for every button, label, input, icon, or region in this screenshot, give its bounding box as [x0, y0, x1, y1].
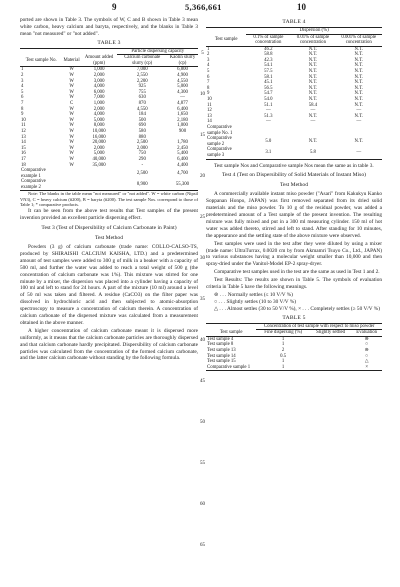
table3-cell: 18 [21, 162, 26, 168]
table3-cell: 2,550 [136, 73, 148, 78]
table4-comparative-cell [246, 125, 290, 136]
table4-header: 0.01% of sample concentration [296, 34, 330, 46]
table4-cell: N.T. [308, 91, 318, 97]
table4-comparative-cell: N.T. [308, 138, 318, 144]
table4-cell: 58.4 [308, 102, 318, 108]
test4-samples-paragraph: Test samples were used in the test after they were diluted by using a mixer (trade name: UltraTurrax, 0.0020 cm by from Akmamri Tsuyo Co., Ltd., JAPAN) to various substances having a molecular weight smaller than 10,000 and then spray-dried under the Vanitol-Model EP-2 spray-dryer. [206, 240, 382, 268]
table3-cell: W [69, 89, 74, 95]
line-number: 10 [200, 92, 205, 97]
line-number: 20 [200, 174, 205, 179]
table3-cell: 500 [138, 117, 146, 123]
table5-cell: Test sample 15 [207, 359, 236, 365]
results-paragraph: It can be seen from the above test results that Test samples of the present invention provided an excellent particle dispersing effect. [20, 208, 198, 222]
table3-cell: 7 [21, 100, 24, 106]
table3-cell: 900 [178, 128, 187, 134]
table4-header: 0.001% of sample concentration [341, 34, 377, 46]
table3-cell: 6,400 [177, 156, 188, 162]
table4-cell: — [265, 119, 271, 125]
table3-comparative-cell: 2,500 [136, 170, 148, 176]
patent-number: 5,366,661 [185, 2, 222, 12]
table3-cell: 4,550 [136, 106, 148, 112]
table5-cell: 0.5 [280, 353, 287, 359]
test4-method-paragraph: A commercially available instant miso powder ("Asari" from Kakukyu Kanko Soppanan Honpo, JAPAN) was first removed separated from its dried solid materials and the miso powder. To 10 g of the residual powder, was added a predetermined amount of a Test sample of the present invention. The resulting mixture was fully mixed and put in a 300 ml measuring cylinder. 150 ml of hot water was added thereto, stirred and left to stand. After standing for 10 minutes, the appearance and the settling state of the above mixture were observed. [206, 191, 382, 239]
table4-cell: N.T. [354, 63, 363, 69]
table4-comparative-cell: Comparative sample No. 1 [207, 125, 233, 136]
table3-cell: W [69, 112, 74, 118]
table3-cell: 11 [21, 123, 26, 129]
table4-cell: N.T. [354, 46, 363, 52]
table4-cell: N.T. [308, 52, 318, 58]
table3-cell: 4 [21, 84, 24, 90]
table3-comparative-cell: 4,700 [177, 170, 188, 176]
table3-comparative-cell: Comparative example 2 [21, 179, 46, 190]
legend-item: ⊚ . . . Normally settles (≤ 10 V/V %) [214, 291, 293, 298]
table5-header: Slightly settled [316, 330, 346, 336]
table4-cell: 1 [207, 46, 210, 52]
table4-group-header: Dispersion (%) [246, 27, 382, 34]
table3-cell: 5,000 [93, 117, 105, 123]
table3-header: Calcium carbonate slurry (cp) [124, 55, 161, 66]
table3-cell: 4,400 [177, 162, 188, 168]
table4-cell: N.T. [354, 57, 363, 63]
legend-item: ○ . . . Slightly settles (10 to 30 V/V %) [214, 298, 297, 305]
test4-results-paragraph: Test Results: The results are shown in Table 5. The symbols of evaluation criteria in Table 5 have the following meanings. [206, 277, 382, 291]
table4-cell: N.T. [308, 113, 318, 119]
table5-cell [310, 365, 352, 371]
table3-cell: 7,000 [136, 67, 148, 73]
table5 [206, 323, 382, 372]
line-number: 45 [200, 379, 205, 384]
page-header [0, 2, 400, 18]
table5-cell: Test sample 13 [207, 347, 236, 353]
table3-cell: W [69, 106, 74, 112]
line-number: 40 [200, 338, 205, 343]
table5-cell: Comparative sample 1 [207, 364, 251, 370]
table3-cell: 2,180 [177, 117, 188, 123]
table3-cell: 15 [21, 145, 26, 151]
table3-comparative-cell [81, 168, 118, 179]
table4-cell: N.T. [308, 80, 318, 86]
table3-cell: 870 [138, 100, 146, 106]
table5-cell: ⊚ [364, 347, 369, 353]
table4-cell: — [310, 108, 316, 114]
table3-cell: 925 [138, 84, 146, 90]
table4-cell: — [310, 119, 316, 125]
table4-cell: 13 [207, 113, 212, 119]
table3-cell: 690 [138, 123, 146, 129]
table3-cell: 2,000 [93, 145, 105, 151]
table4-cell: — [356, 119, 362, 125]
table4-cell: N.T. [354, 102, 363, 108]
table3-cell: 16,000 [92, 134, 106, 140]
table3-cell: 9 [21, 112, 24, 118]
table3-comparative-cell [62, 179, 80, 191]
table3-cell: 10,000 [92, 128, 106, 134]
table3-cell: — [180, 95, 185, 101]
table3-group-header: Particle dispersing capacity [117, 48, 198, 55]
table4-cell: N.T. [308, 69, 318, 75]
table3-cell: W [69, 95, 74, 101]
table3-cell: W [69, 67, 74, 73]
table4-comparative-cell: 3.1 [265, 150, 272, 156]
table3-cell: 4,000 [93, 112, 105, 118]
table4-cell: 2 [207, 52, 210, 58]
line-number: 15 [200, 133, 205, 138]
table4-cell: 11 [207, 102, 212, 108]
table4-cell: 51.1 [264, 102, 273, 108]
test3-formula-paragraph: A higher concentration of calcium carbonate meant it is dispersed more uniformly, as it means that the calcium carbonate particles are thoroughly dispersed and that calcium carbonate hardly precipitated. Dispersibility of calcium carbonate particles was calculated from the concentration of the formed calcium carbonate, and the latter calcium carbonate without standing by the following formula. [20, 327, 198, 362]
table4-body [206, 46, 382, 159]
table5-cell: ⊚ [364, 336, 369, 342]
table3-cell: 6,000 [93, 89, 105, 95]
table3-cell: W [69, 128, 74, 134]
table4-comparative-cell: N.T. [354, 138, 363, 144]
table4-cell: 4 [207, 63, 210, 69]
table3-cell: 10 [21, 117, 26, 123]
table4-cell: 56.5 [264, 85, 273, 91]
table3-comparative-cell: 55,300 [175, 182, 190, 188]
table3-cell: 6 [21, 95, 24, 101]
table5-row [206, 365, 382, 371]
table3-comparative-row [20, 168, 198, 179]
table4-comparative-cell: — [356, 150, 362, 156]
table5-cell: 1 [281, 364, 285, 370]
table4-header: Test sample [214, 37, 238, 43]
table4-cell: 54.7 [264, 91, 273, 97]
line-number: 35 [200, 297, 205, 302]
table4-comparative-row [206, 125, 382, 136]
table4-cell: 8 [207, 85, 210, 91]
line-number: 60 [200, 502, 205, 507]
test4-title: Test 4 (Test on Dispersibility of Solid Materials of Instant Miso) [221, 172, 367, 179]
table4-cell: — [265, 108, 271, 114]
table4-cell: N.T. [354, 80, 363, 86]
table3-comparative-cell: Comparative example 1 [21, 168, 46, 179]
table3-cell: 4,877 [177, 100, 188, 106]
table4-cell: N.T. [354, 52, 363, 58]
table3-cell: W [69, 117, 74, 123]
table3-cell: 1,650 [177, 112, 188, 118]
table4-cell: N.T. [308, 63, 318, 69]
table4-cell: 7 [207, 80, 210, 86]
table3-cell: 290 [138, 156, 146, 162]
table4-cell: N.T. [308, 57, 318, 63]
table3-cell: W [69, 162, 74, 168]
table4-cell: N.T. [354, 97, 363, 103]
table5-header: Evaluation [356, 330, 378, 336]
table3-cell: W [69, 78, 74, 84]
table5-title: TABLE 5 [282, 314, 306, 321]
right-column [206, 17, 382, 371]
table4-cell: N.T. [308, 85, 318, 91]
table4-cell: N.T. [354, 74, 363, 80]
table4-cell: 10 [207, 97, 212, 103]
table4-cell: 3 [207, 57, 210, 63]
table3-header: Test sample No. [25, 57, 57, 63]
table4-cell: N.T. [354, 91, 363, 97]
table3-cell: 755 [138, 89, 146, 95]
table4-note: Test sample Nos and Comparative sample Nos mean the same as in table 3. [214, 162, 374, 169]
table4-cell: 12 [207, 108, 212, 114]
table4-cell: N.T. [354, 85, 363, 91]
table3-header: Amount added (ppm) [84, 54, 114, 66]
test3-method-paragraph: Powders (3 g) of calcium carbonate (trade name: COLLO-CALSO-TS, produced by SHIRAISHI CALCIUM KAISHA, LTD.) and a predetermined amount of test samples were added to 300 g of milk in a beaker with a capacity of 500 ml, and further the water was added to reach a total weight of 500 g (the concentration of calcium carbonate was 1%). This mixture was stirred for one minute by a mixer, the dispersion was placed into a cylinder having a capacity of 100 ml and left to stand for 24 hours. A part of the mixture (10 ml) around a level of 50 ml was taken and filtered. A residue (CaCO3) on the filter paper was dissolved in hydrochloric acid and then subjected to atomic-absorption spectroscopy to measure a concentration of calcium therein. A concentration of calcium carbonate of the dispersed mixture was calculated from a measurement obtained in the above manner. [20, 243, 198, 326]
table4-title: TABLE 4 [282, 19, 306, 25]
line-number: 5 [201, 51, 204, 56]
table5-cell: 2 [281, 347, 285, 353]
table3-cell: 2,000 [93, 73, 105, 78]
table4-cell: N.T. [308, 97, 318, 103]
table4-cell: N.T. [354, 113, 363, 119]
table4-cell: 42.3 [264, 57, 273, 63]
table4-cell: 46.2 [264, 46, 273, 52]
test3-title: Test 3 (Test of Dispersibility of Calcium Carbonate in Paint) [41, 225, 177, 232]
table3-cell: 2,500 [136, 140, 148, 146]
table5-header: Test sample [219, 329, 243, 335]
table3-cell: 1,000 [93, 100, 105, 106]
table3-comparative-cell [62, 168, 80, 179]
table3-comparative-cell: 8,900 [136, 182, 148, 188]
table3-cell: 16 [21, 151, 26, 157]
legend-item: △ . . . Almost settles (30 to 50 V/V %), × . . . Completely settles (≥ 50 V/V %) [214, 305, 380, 312]
table3-cell: 630 [138, 95, 146, 101]
table3-cell: 35,000 [92, 162, 106, 168]
table5-cell: 1 [281, 336, 285, 342]
left-page-number: 9 [112, 2, 117, 12]
table4-cell: 58.8 [264, 52, 273, 58]
table4 [206, 27, 382, 160]
line-number: 65 [200, 543, 205, 548]
table3-cell: 880 [138, 134, 146, 140]
table4-comparative-cell: Comparative sample 3 [207, 147, 232, 158]
table5-cell: 1 [281, 359, 285, 365]
line-number: 55 [200, 461, 205, 466]
table4-cell: N.T. [308, 46, 318, 52]
table4-header: 0.1% of sample concentration [253, 34, 284, 46]
table3-cell: 12 [21, 128, 26, 134]
table5-cell: 1 [281, 342, 285, 348]
table4-comparative-cell: 5.8 [309, 150, 316, 156]
table3-cell: 3 [21, 78, 24, 84]
table3-cell: 184 [138, 112, 146, 118]
table3-cell: 14 [21, 140, 26, 146]
table4-comparative-cell: 5.0 [265, 138, 272, 144]
table3-cell: 1,000 [93, 67, 105, 73]
table3-cell: 2,000 [93, 106, 105, 112]
table4-cell: 54.0 [264, 97, 273, 103]
table3-cell: 20,000 [92, 140, 106, 146]
table3-cell: 4,900 [177, 73, 188, 78]
table5-cell: ○ [365, 342, 369, 348]
table3-cell: 5,400 [177, 151, 188, 157]
table3-cell: 5 [21, 89, 24, 95]
table5-body [206, 336, 382, 371]
line-number: 50 [200, 420, 205, 425]
table3-cell: C [69, 100, 74, 106]
table3-cell: W [69, 123, 74, 129]
table3-comparative-cell [81, 179, 118, 191]
table3-cell: 8,000 [93, 123, 105, 129]
table3-cell: 580 [138, 128, 146, 134]
right-page-number: 10 [297, 2, 306, 12]
table3-cell: 8 [21, 106, 24, 112]
table3-cell: - [141, 162, 144, 168]
table3-cell: 7,000 [93, 95, 105, 101]
table5-cell: △ [364, 359, 369, 365]
table5-header: Fine dispersing (%) [264, 330, 303, 336]
table4-cell: N.T. [308, 74, 318, 80]
table5-cell: ○ [365, 353, 369, 359]
table4-cell: — [356, 108, 362, 114]
table4-cell: 58.1 [264, 74, 273, 80]
table4-cell: 45.1 [264, 80, 273, 86]
table3-cell: 6,400 [177, 106, 188, 112]
table5-cell: Test sample 8 [207, 342, 234, 348]
table5-cell: Test sample 4 [207, 336, 234, 342]
table3-header: Material [63, 57, 80, 63]
table3-cell: 2,200 [136, 78, 148, 84]
table5-cell: × [365, 364, 369, 370]
table4-cell: 54.1 [264, 63, 273, 69]
table4-cell: N.T. [354, 69, 363, 75]
table3-title: TABLE 3 [97, 39, 121, 46]
line-number: 30 [200, 256, 205, 261]
left-column [20, 17, 198, 363]
table3-cell: 1 [21, 67, 24, 73]
table3-cell: 750 [138, 151, 146, 157]
table3-footnote: Note: The blanks in the table mean "not measured" or "not added". W = white carbon (Nipsil VN3), C = heavy calcium (#200), B = baryta (#200). The test sample Nos. correspond to those of Table 1; * comparative products. [20, 191, 198, 208]
table4-comparative-cell: Comparative sample 2 [207, 136, 232, 147]
table5-group-header: Concentration of test sample with respect to miso powder [256, 323, 382, 330]
table3-cell: 13 [21, 134, 26, 140]
table3-cell: 40,000 [92, 156, 106, 162]
test4-method-heading: Test Method [279, 182, 309, 189]
table3-cell: 4,550 [177, 78, 188, 84]
table3-cell: W [69, 145, 74, 151]
table4-cell: 57.5 [264, 69, 273, 75]
table3-cell: 1,000 [177, 123, 188, 129]
table4-cell: 5 [207, 69, 210, 75]
table3-cell: W [69, 73, 74, 78]
table3-cell: 2,450 [177, 145, 188, 151]
table3-cell: 4,000 [93, 84, 105, 90]
table4-comparative-row [206, 136, 382, 147]
table3 [20, 48, 198, 192]
table3-cell: 5,000 [93, 151, 105, 157]
table3-cell: W [69, 151, 74, 157]
table3-cell: 2,000 [136, 145, 148, 151]
table4-comparative-row [206, 147, 382, 159]
table3-cell: W [69, 84, 74, 90]
table3-cell: 1,780 [177, 140, 188, 146]
table3-cell: W [69, 134, 74, 140]
table4-comparative-cell [336, 125, 382, 136]
table3-header: Kaolin slurry (cp) [169, 55, 196, 66]
table4-cell: 14 [207, 119, 212, 125]
table3-comparative-row [20, 179, 198, 191]
table4-cell: 9 [207, 91, 210, 97]
table4-cell: 51.3 [264, 113, 273, 119]
table3-body [20, 67, 198, 191]
table3-cell: 4,300 [177, 89, 188, 95]
table3-cell: 17 [21, 156, 26, 162]
table3-cell: 6,800 [177, 67, 188, 73]
intro-paragraph: ported are shown in Table 3. The symbols of W, C and B shown in Table 3 mean white carbon, heavy calcium and baryta, respectively, and the blanks in Table 3 mean "not measured" or "not added". [20, 17, 198, 37]
table3-cell: W [69, 156, 74, 162]
table5-cell: Test sample 14 [207, 353, 236, 359]
table3-cell: 2 [21, 73, 24, 78]
table3-cell: 5,000 [177, 84, 188, 90]
test4-comparative-paragraph: Comparative test samples used in the test are the same as used in Test 1 and 2. [214, 269, 380, 276]
table4-cell: 6 [207, 74, 210, 80]
table3-cell: 3,000 [93, 78, 105, 84]
line-number: 25 [200, 215, 205, 220]
table3-cell: W [69, 140, 74, 146]
table4-comparative-cell [290, 125, 335, 136]
test3-method-heading: Test Method [94, 235, 124, 242]
